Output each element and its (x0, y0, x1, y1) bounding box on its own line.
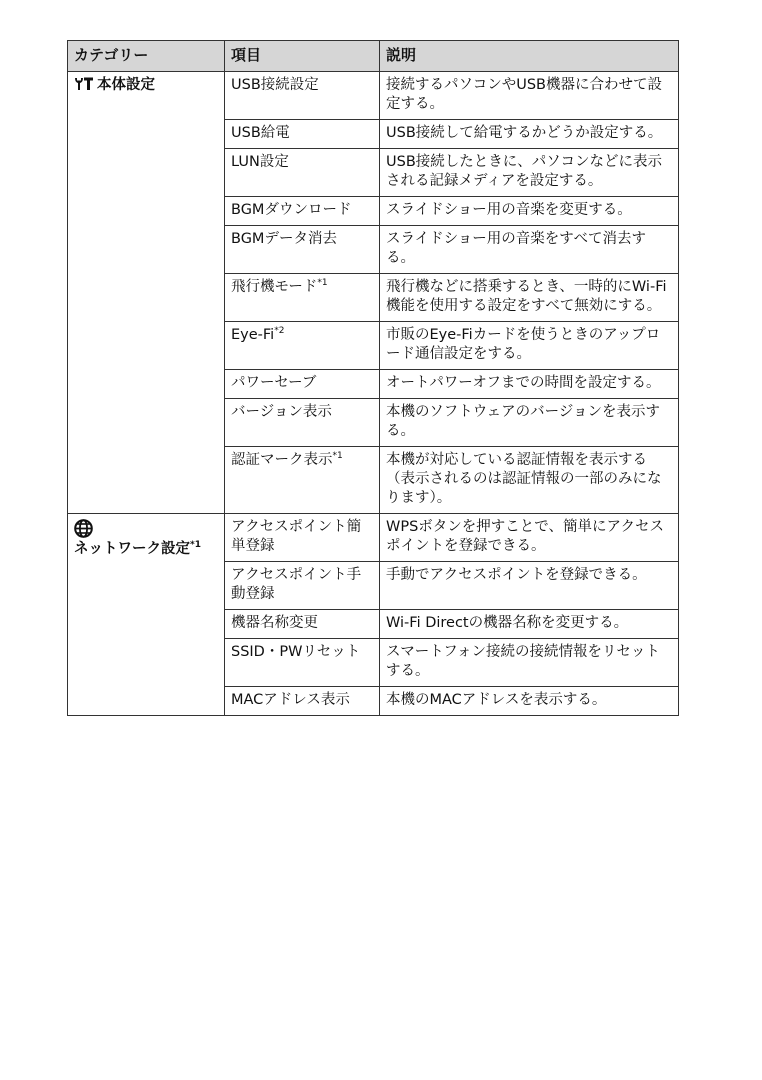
description-cell: 飛行機などに搭乗するとき、一時的にWi-Fi機能を使用する設定をすべて無効にする。 (380, 274, 679, 322)
item-label: バージョン表示 (231, 404, 332, 420)
description-cell: 市販のEye-Fiカードを使うときのアップロード通信設定をする。 (380, 322, 679, 370)
item-cell (225, 274, 380, 322)
item-cell (225, 639, 380, 687)
table-header-row (68, 41, 679, 72)
item-label: パワーセーブ (231, 375, 317, 391)
tools-icon (74, 77, 97, 93)
footnote-marker: *1 (190, 540, 201, 551)
footnote-marker: *1 (317, 278, 328, 289)
table-row (68, 514, 679, 562)
category-cell (68, 72, 225, 514)
category-cell (68, 514, 225, 716)
item-cell (225, 447, 380, 514)
description-cell: USB接続したときに、パソコンなどに表示される記録メディアを設定する。 (380, 149, 679, 197)
category-label: 本体設定 (97, 77, 155, 93)
item-cell (225, 370, 380, 399)
description-cell: USB接続して給電するかどうか設定する。 (380, 120, 679, 149)
description-cell: 接続するパソコンやUSB機器に合わせて設定する。 (380, 72, 679, 120)
footnote-marker: *2 (274, 326, 285, 337)
description-cell: Wi-Fi Directの機器名称を変更する。 (380, 610, 679, 639)
item-label: アクセスポイント簡単登録 (231, 519, 362, 554)
item-cell (225, 197, 380, 226)
header-item: 項目 (225, 41, 380, 72)
description-cell: 本機のMACアドレスを表示する。 (380, 687, 679, 716)
item-label: BGMデータ消去 (231, 231, 337, 247)
item-cell (225, 226, 380, 274)
item-cell (225, 514, 380, 562)
footnote-marker: *1 (332, 451, 343, 462)
item-label: SSID・PWリセット (231, 644, 361, 660)
item-cell (225, 120, 380, 149)
item-cell (225, 687, 380, 716)
description-cell: スライドショー用の音楽をすべて消去する。 (380, 226, 679, 274)
item-label: アクセスポイント手動登録 (231, 567, 362, 602)
item-label: 認証マーク表示 (231, 452, 333, 468)
item-label: MACアドレス表示 (231, 692, 350, 708)
item-cell (225, 322, 380, 370)
table-body (68, 72, 679, 716)
item-label: BGMダウンロード (231, 202, 352, 218)
item-cell (225, 562, 380, 610)
description-cell: スライドショー用の音楽を変更する。 (380, 197, 679, 226)
item-label: USB接続設定 (231, 77, 319, 93)
globe-icon (74, 519, 219, 538)
item-cell (225, 399, 380, 447)
item-label: LUN設定 (231, 154, 289, 170)
item-cell (225, 610, 380, 639)
description-cell: 本機のソフトウェアのバージョンを表示する。 (380, 399, 679, 447)
item-label: 飛行機モード (231, 279, 318, 295)
description-cell: 本機が対応している認証情報を表示する（表示されるのは認証情報の一部のみになります）。 (380, 447, 679, 514)
item-label: Eye-Fi (231, 327, 275, 343)
description-cell: WPSボタンを押すことで、簡単にアクセスポイントを登録できる。 (380, 514, 679, 562)
description-cell: 手動でアクセスポイントを登録できる。 (380, 562, 679, 610)
header-description: 説明 (380, 41, 679, 72)
item-label: USB給電 (231, 125, 290, 141)
description-cell: オートパワーオフまでの時間を設定する。 (380, 370, 679, 399)
category-label: ネットワーク設定 (74, 541, 190, 557)
item-cell (225, 149, 380, 197)
description-cell: スマートフォン接続の接続情報をリセットする。 (380, 639, 679, 687)
item-cell (225, 72, 380, 120)
item-label: 機器名称変更 (231, 615, 318, 631)
table-row (68, 72, 679, 120)
header-category: カテゴリー (68, 41, 225, 72)
settings-table (67, 40, 679, 716)
